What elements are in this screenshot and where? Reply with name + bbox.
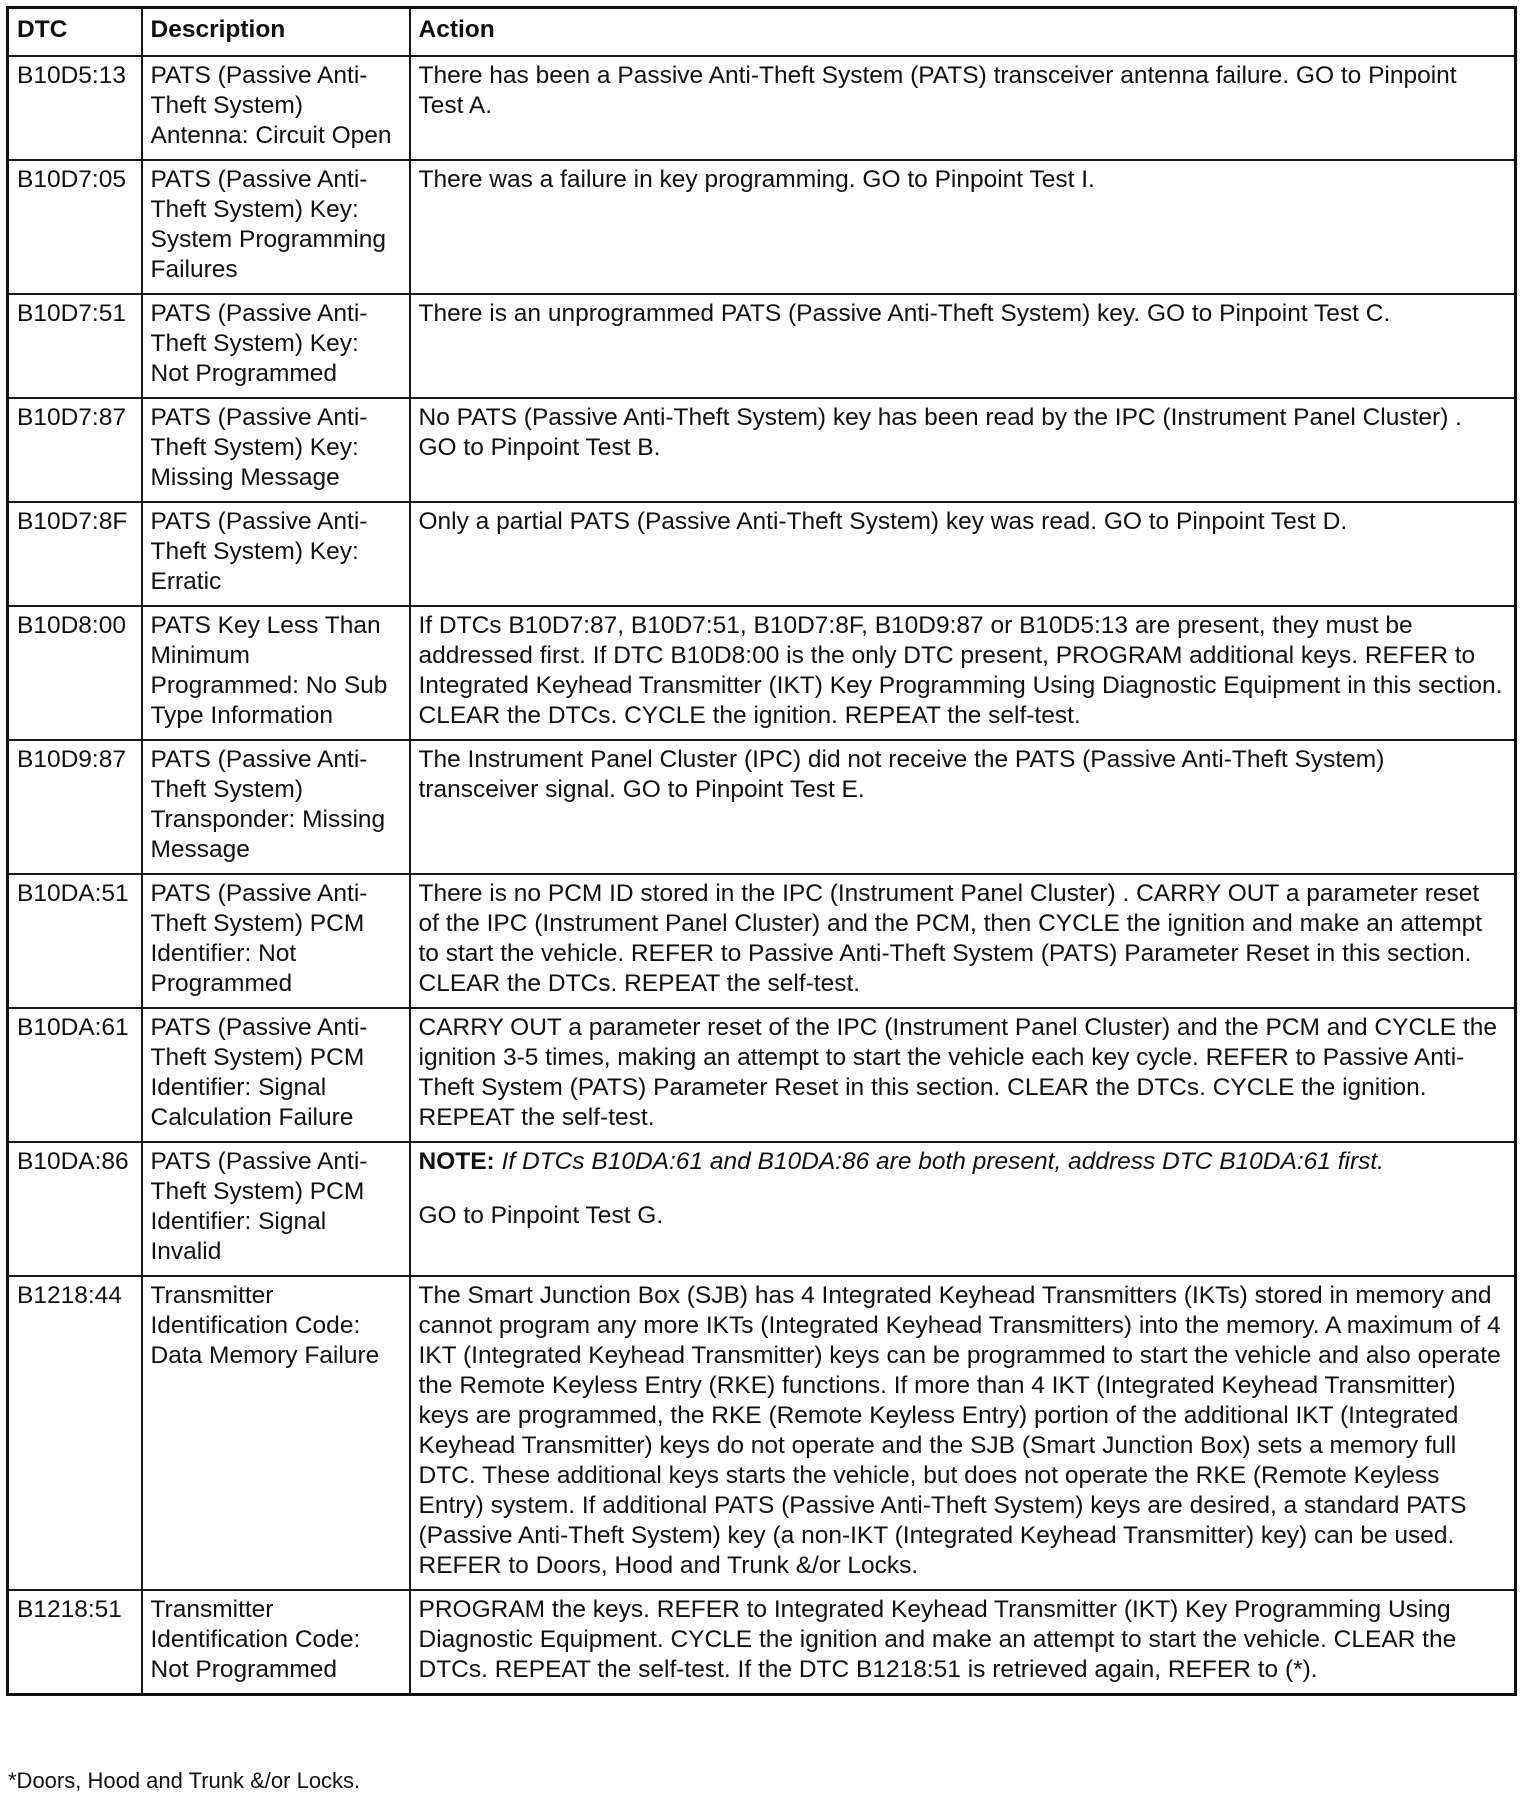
table-row (8, 874, 1516, 1008)
dtc-description: PATS (Passive Anti-Theft System) Transponder: Missing Message (142, 740, 410, 874)
header-description: Description (142, 8, 410, 57)
table-row (8, 398, 1516, 502)
dtc-code: B1218:44 (8, 1276, 142, 1590)
dtc-code: B10DA:61 (8, 1008, 142, 1142)
dtc-description: PATS (Passive Anti-Theft System) PCM Identifier: Not Programmed (142, 874, 410, 1008)
dtc-action: There is no PCM ID stored in the IPC (Instrument Panel Cluster) . CARRY OUT a parameter reset of the IPC (Instrument Panel Cluster) and the PCM, then CYCLE the ignition and make an attempt to start the vehicle. REFER to Passive Anti-Theft System (PATS) Parameter Reset in this section. CLEAR the DTCs. REPEAT the self-test. (410, 874, 1516, 1008)
dtc-description: PATS (Passive Anti-Theft System) Key: Erratic (142, 502, 410, 606)
dtc-code: B10D7:8F (8, 502, 142, 606)
table-row (8, 606, 1516, 740)
footnote: *Doors, Hood and Trunk &/or Locks. (8, 1768, 361, 1793)
table-row (8, 502, 1516, 606)
table-row (8, 56, 1516, 160)
dtc-code: B10DA:51 (8, 874, 142, 1008)
table-row (8, 1276, 1516, 1590)
dtc-description: PATS Key Less Than Minimum Programmed: No Sub Type Information (142, 606, 410, 740)
dtc-table (6, 6, 1517, 1696)
dtc-action: PROGRAM the keys. REFER to Integrated Keyhead Transmitter (IKT) Key Programming Using Diagnostic Equipment. CYCLE the ignition and make an attempt to start the vehicle. CLEAR the DTCs. REPEAT the self-test. If the DTC B1218:51 is retrieved again, REFER to (*). (410, 1590, 1516, 1695)
dtc-code: B10D9:87 (8, 740, 142, 874)
dtc-code: B10D7:87 (8, 398, 142, 502)
table-row (8, 1008, 1516, 1142)
dtc-code: B10D7:51 (8, 294, 142, 398)
table-row (8, 1590, 1516, 1695)
dtc-description: PATS (Passive Anti-Theft System) Antenna: Circuit Open (142, 56, 410, 160)
dtc-action: If DTCs B10D7:87, B10D7:51, B10D7:8F, B10D9:87 or B10D5:13 are present, they must be addressed first. If DTC B10D8:00 is the only DTC present, PROGRAM additional keys. REFER to Integrated Keyhead Transmitter (IKT) Key Programming Using Diagnostic Equipment in this section. CLEAR the DTCs. CYCLE the ignition. REPEAT the self-test. (410, 606, 1516, 740)
dtc-description: Transmitter Identification Code: Not Programmed (142, 1590, 410, 1695)
spacer (419, 1177, 1507, 1201)
table-header-row (8, 8, 1516, 57)
dtc-code: B10DA:86 (8, 1142, 142, 1276)
table-row (8, 294, 1516, 398)
dtc-code: B10D8:00 (8, 606, 142, 740)
dtc-action: There is an unprogrammed PATS (Passive Anti-Theft System) key. GO to Pinpoint Test C. (410, 294, 1516, 398)
note-line (419, 1147, 1507, 1177)
dtc-action: Only a partial PATS (Passive Anti-Theft System) key was read. GO to Pinpoint Test D. (410, 502, 1516, 606)
dtc-description: PATS (Passive Anti-Theft System) Key: Missing Message (142, 398, 410, 502)
dtc-action: There has been a Passive Anti-Theft System (PATS) transceiver antenna failure. GO to Pinpoint Test A. (410, 56, 1516, 160)
header-dtc: DTC (8, 8, 142, 57)
dtc-action: The Instrument Panel Cluster (IPC) did not receive the PATS (Passive Anti-Theft System) transceiver signal. GO to Pinpoint Test E. (410, 740, 1516, 874)
dtc-code: B10D7:05 (8, 160, 142, 294)
dtc-description: Transmitter Identification Code: Data Memory Failure (142, 1276, 410, 1590)
dtc-action: No PATS (Passive Anti-Theft System) key has been read by the IPC (Instrument Panel Cluster) . GO to Pinpoint Test B. (410, 398, 1516, 502)
dtc-code: B1218:51 (8, 1590, 142, 1695)
dtc-description: PATS (Passive Anti-Theft System) Key: System Programming Failures (142, 160, 410, 294)
dtc-action: CARRY OUT a parameter reset of the IPC (Instrument Panel Cluster) and the PCM and CYCLE the ignition 3-5 times, making an attempt to start the vehicle each key cycle. REFER to Passive Anti-Theft System (PATS) Parameter Reset in this section. CLEAR the DTCs. CYCLE the ignition. REPEAT the self-test. (410, 1008, 1516, 1142)
dtc-action (410, 1142, 1516, 1276)
dtc-action: The Smart Junction Box (SJB) has 4 Integrated Keyhead Transmitters (IKTs) stored in memory and cannot program any more IKTs (Integrated Keyhead Transmitters) into the memory. A maximum of 4 IKT (Integrated Keyhead Transmitter) keys can be programmed to start the vehicle and also operate the Remote Keyless Entry (RKE) functions. If more than 4 IKT (Integrated Keyhead Transmitter) keys are programmed, the RKE (Remote Keyless Entry) portion of the additional IKT (Integrated Keyhead Transmitter) keys do not operate and the SJB (Smart Junction Box) sets a memory full DTC. These additional keys starts the vehicle, but does not operate the RKE (Remote Keyless Entry) system. If additional PATS (Passive Anti-Theft System) keys are desired, a standard PATS (Passive Anti-Theft System) key (a non-IKT (Integrated Keyhead Transmitter) key) can be used. REFER to Doors, Hood and Trunk &/or Locks. (410, 1276, 1516, 1590)
note-text: If DTCs B10DA:61 and B10DA:86 are both present, address DTC B10DA:61 first. (501, 1148, 1384, 1175)
header-action: Action (410, 8, 1516, 57)
dtc-code: B10D5:13 (8, 56, 142, 160)
table-row (8, 1142, 1516, 1276)
dtc-description: PATS (Passive Anti-Theft System) Key: Not Programmed (142, 294, 410, 398)
dtc-description: PATS (Passive Anti-Theft System) PCM Identifier: Signal Calculation Failure (142, 1008, 410, 1142)
dtc-action: There was a failure in key programming. GO to Pinpoint Test I. (410, 160, 1516, 294)
table-row (8, 740, 1516, 874)
dtc-description: PATS (Passive Anti-Theft System) PCM Identifier: Signal Invalid (142, 1142, 410, 1276)
note-label: NOTE: (418, 1148, 495, 1175)
action-text: GO to Pinpoint Test G. (418, 1202, 664, 1229)
table-row (8, 160, 1516, 294)
